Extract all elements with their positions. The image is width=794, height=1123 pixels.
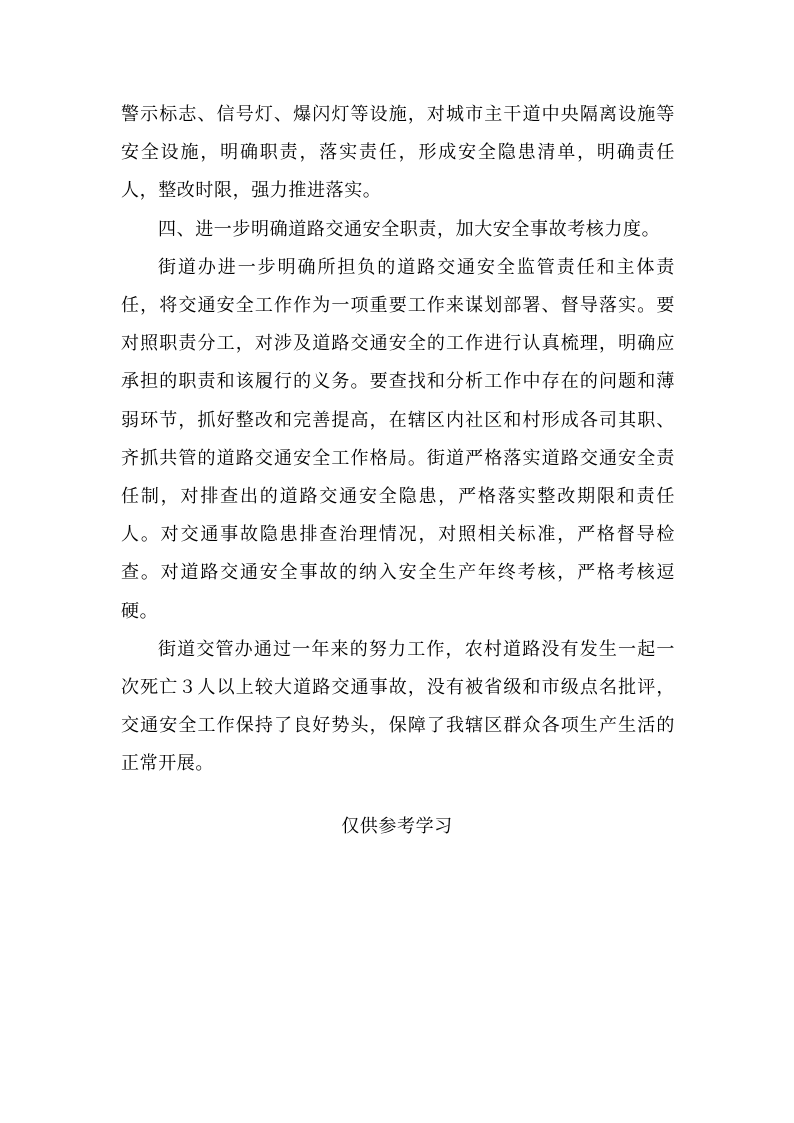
document-body: [121, 96, 675, 784]
paragraph-summary: 街道交管办通过一年来的努力工作，农村道路没有发生一起一次死亡３人以上较大道路交通事故，没有被省级和市级点名批评，交通安全工作保持了良好势头，保障了我辖区群众各项生产生活的正常开展。: [121, 638, 675, 775]
section-heading-four: 四、进一步明确道路交通安全职责，加大安全事故考核力度。: [158, 218, 661, 240]
footer-note: 仅供参考学习: [341, 816, 453, 837]
paragraph-continuation: 警示标志、信号灯、爆闪灯等设施，对城市主干道中央隔离设施等安全设施，明确职责，落实责任，形成安全隐患清单，明确责任人，整改时限，强力推进落实。: [121, 104, 675, 202]
paragraph-responsibility: 街道办进一步明确所担负的道路交通安全监管责任和主体责任，将交通安全工作作为一项重要工作来谋划部署、督导落实。要对照职责分工，对涉及道路交通安全的工作进行认真梳理，明确应承担的职责和该履行的义务。要查找和分析工作中存在的问题和薄弱环节，抓好整改和完善提高，在辖区内社区和村形成各司其职、齐抓共管的道路交通安全工作格局。街道严格落实道路交通安全责任制，对排查出的道路交通安全隐患，严格落实整改期限和责任人。对交通事故隐患排查治理情况，对照相关标准，严格督导检查。对道路交通安全事故的纳入安全生产年终考核，严格考核逗硬。: [121, 256, 675, 622]
